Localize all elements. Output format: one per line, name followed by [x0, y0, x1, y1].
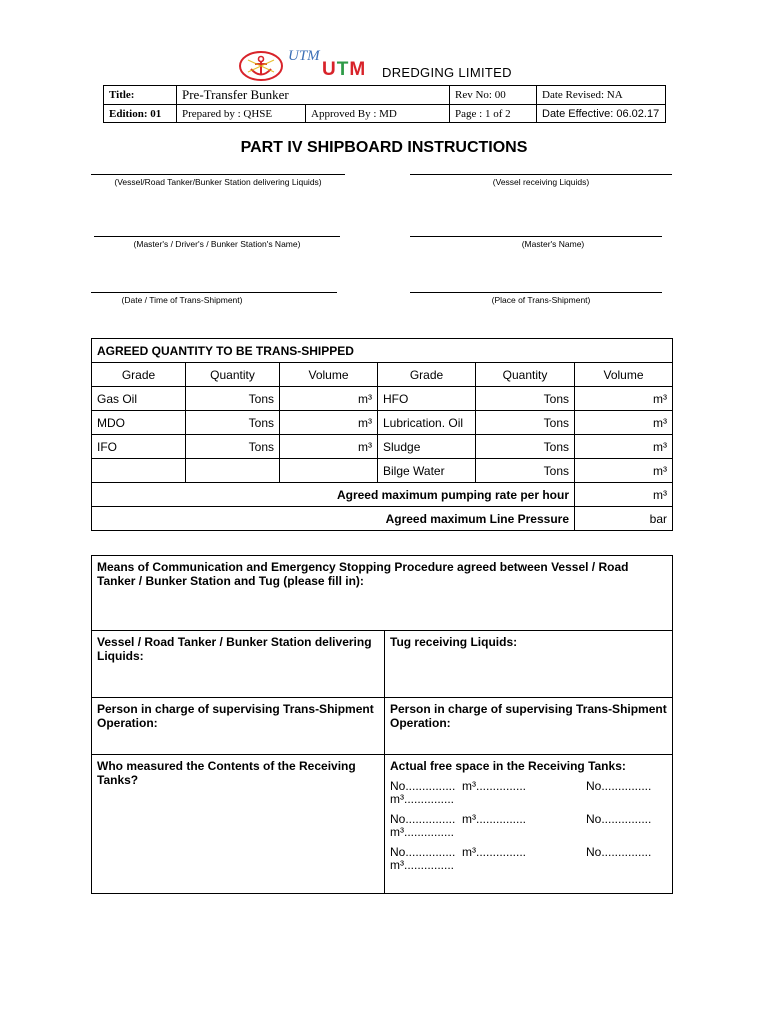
logo-company-name: DREDGING LIMITED: [382, 65, 512, 80]
vessel-delivering-line[interactable]: [91, 174, 345, 175]
vessel-delivering-caption: (Vessel/Road Tanker/Bunker Station delivering Liquids): [114, 177, 322, 187]
vessel-receiving-line[interactable]: [410, 174, 672, 175]
column-header: Quantity: [186, 363, 280, 387]
quantity-cell[interactable]: Tons: [476, 411, 575, 435]
masters-name-caption: (Master's Name): [521, 239, 585, 249]
place-caption: (Place of Trans-Shipment): [491, 295, 591, 305]
quantity-cell[interactable]: Tons: [186, 411, 280, 435]
volume-cell[interactable]: m³: [280, 411, 378, 435]
tug-receiving-cell[interactable]: Tug receiving Liquids:: [385, 631, 673, 698]
person-in-charge-delivering-cell[interactable]: Person in charge of supervising Trans-Shipment Operation:: [92, 698, 385, 755]
table-row: [92, 459, 673, 483]
free-space-cell[interactable]: [385, 755, 673, 894]
volume-cell[interactable]: m³: [575, 435, 673, 459]
title-label-cell: Title:: [104, 86, 177, 105]
document-header-table: [103, 85, 666, 123]
prepared-by: Prepared by : QHSE: [177, 105, 306, 123]
pumping-rate-row: [92, 483, 673, 507]
part-title: PART IV SHIPBOARD INSTRUCTIONS: [240, 139, 528, 156]
volume-cell[interactable]: m³: [280, 387, 378, 411]
volume-cell[interactable]: m³: [575, 387, 673, 411]
logo-utm-letters: UTM: [322, 59, 367, 80]
line-pressure-label: Agreed maximum Line Pressure: [92, 507, 575, 531]
quantity-table-heading: AGREED QUANTITY TO BE TRANS-SHIPPED: [92, 339, 673, 363]
masters-driver-name-line[interactable]: [94, 236, 340, 237]
page-number: Page : 1 of 2: [450, 105, 537, 123]
table-row: [92, 435, 673, 459]
approved-by: Approved By : MD: [306, 105, 450, 123]
list-item[interactable]: No............... m³............... No............... m³...............: [390, 812, 652, 839]
date-time-caption: (Date / Time of Trans-Shipment): [121, 295, 243, 305]
delivering-party-cell[interactable]: Vessel / Road Tanker / Bunker Station delivering Liquids:: [92, 631, 385, 698]
grade-cell: IFO: [92, 435, 186, 459]
quantity-cell[interactable]: Tons: [186, 435, 280, 459]
who-measured-cell[interactable]: Who measured the Contents of the Receiving Tanks?: [92, 755, 385, 894]
column-header: Volume: [280, 363, 378, 387]
place-line[interactable]: [410, 292, 662, 293]
table-row: [92, 411, 673, 435]
masters-driver-name-caption: (Master's / Driver's / Bunker Station's Name): [133, 239, 301, 249]
volume-cell[interactable]: [280, 459, 378, 483]
rev-no: Rev No: 00: [450, 86, 537, 105]
list-item[interactable]: No............... m³............... No............... m³...............: [390, 779, 652, 806]
grade-cell: Bilge Water: [378, 459, 476, 483]
volume-cell[interactable]: m³: [575, 411, 673, 435]
table-row: [92, 387, 673, 411]
masters-name-line[interactable]: [410, 236, 662, 237]
quantity-cell[interactable]: Tons: [476, 387, 575, 411]
quantity-cell[interactable]: Tons: [476, 459, 575, 483]
means-of-communication-cell[interactable]: Means of Communication and Emergency Stopping Procedure agreed between Vessel / Road Tanker / Bunker Station and Tug (please fill in):: [92, 556, 673, 631]
edition-cell: Edition: 01: [104, 105, 177, 123]
volume-cell[interactable]: m³: [575, 459, 673, 483]
column-header: Volume: [575, 363, 673, 387]
free-space-label: Actual free space in the Receiving Tanks:: [390, 759, 626, 773]
column-header: Grade: [378, 363, 476, 387]
line-pressure-row: [92, 507, 673, 531]
grade-cell: MDO: [92, 411, 186, 435]
grade-cell: HFO: [378, 387, 476, 411]
logo-script-text: UTM: [288, 48, 320, 64]
grade-cell: [92, 459, 186, 483]
grade-cell: Gas Oil: [92, 387, 186, 411]
table-header-row: [92, 363, 673, 387]
vessel-receiving-caption: (Vessel receiving Liquids): [492, 177, 590, 187]
quantity-cell[interactable]: Tons: [186, 387, 280, 411]
column-header: Grade: [92, 363, 186, 387]
line-pressure-unit[interactable]: bar: [575, 507, 673, 531]
list-item[interactable]: No............... m³............... No............... m³...............: [390, 845, 652, 872]
company-logo: [238, 48, 538, 84]
grade-cell: Lubrication. Oil: [378, 411, 476, 435]
quantity-cell[interactable]: Tons: [476, 435, 575, 459]
agreed-quantity-table: [91, 338, 673, 531]
date-time-line[interactable]: [91, 292, 337, 293]
pumping-rate-label: Agreed maximum pumping rate per hour: [92, 483, 575, 507]
quantity-cell[interactable]: [186, 459, 280, 483]
anchor-logo-icon: [238, 50, 284, 82]
date-revised: Date Revised: NA: [537, 86, 666, 105]
communication-table: [91, 555, 673, 894]
date-effective: Date Effective: 06.02.17: [537, 105, 666, 123]
person-in-charge-receiving-cell[interactable]: Person in charge of supervising Trans-Shipment Operation:: [385, 698, 673, 755]
volume-cell[interactable]: m³: [280, 435, 378, 459]
document-title: Pre-Transfer Bunker: [177, 86, 450, 105]
column-header: Quantity: [476, 363, 575, 387]
pumping-rate-unit[interactable]: m³: [575, 483, 673, 507]
grade-cell: Sludge: [378, 435, 476, 459]
